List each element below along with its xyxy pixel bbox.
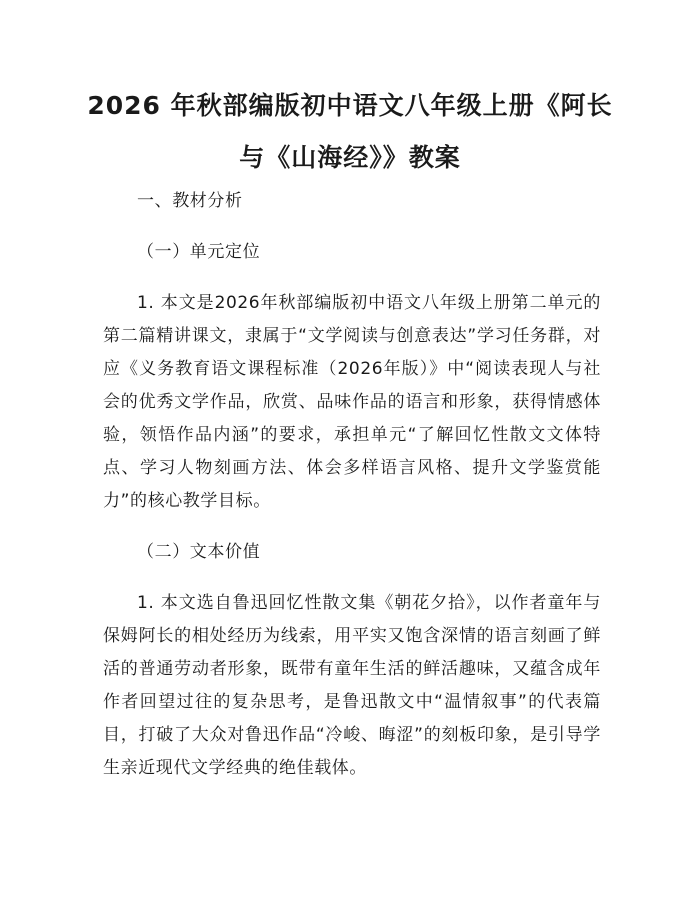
section-heading-textbook-analysis: 一、教材分析 [137, 191, 243, 211]
paragraph-text-value: 1. 本文选自鲁迅回忆性散文集《朝花夕拾》，以作者童年与保姆阿长的相处经历为线索，用平实又饱含深情的语言刻画了鲜活的普通劳动者形象，既带有童年生活的鲜活趣味，又蕴含成年作者回望过往的复杂思考，是鲁迅散文中“温情叙事”的代表篇目，打破了大众对鲁迅作品“冷峻、晦涩”的刻板印象，是引导学生亲近现代文学经典的绝佳载体。 [103, 593, 601, 778]
subsection-heading-text-value: （二）文本价值 [137, 542, 261, 562]
paragraph-unit-positioning: 1. 本文是2026年秋部编版初中语文八年级上册第二单元的第二篇精讲课文，隶属于“文学阅读与创意表达”学习任务群，对应《义务教育语文课程标准（2026年版）》中“阅读表现人与社会的优秀文学作品，欣赏、品味作品的语言和形象，获得情感体验，领悟作品内涵”的要求，承担单元“了解回忆性散文文体特点、学习人物刻画方法、体会多样语言风格、提升文学鉴赏能力”的核心教学目标。 [103, 293, 601, 511]
document-title [0, 80, 700, 184]
title-line-2: 与《山海经》》教案 [239, 143, 461, 172]
title-line-1: 2026 年秋部编版初中语文八年级上册《阿长 [87, 91, 613, 120]
document-body [103, 185, 601, 803]
subsection-heading-unit-positioning: （一）单元定位 [137, 242, 261, 262]
